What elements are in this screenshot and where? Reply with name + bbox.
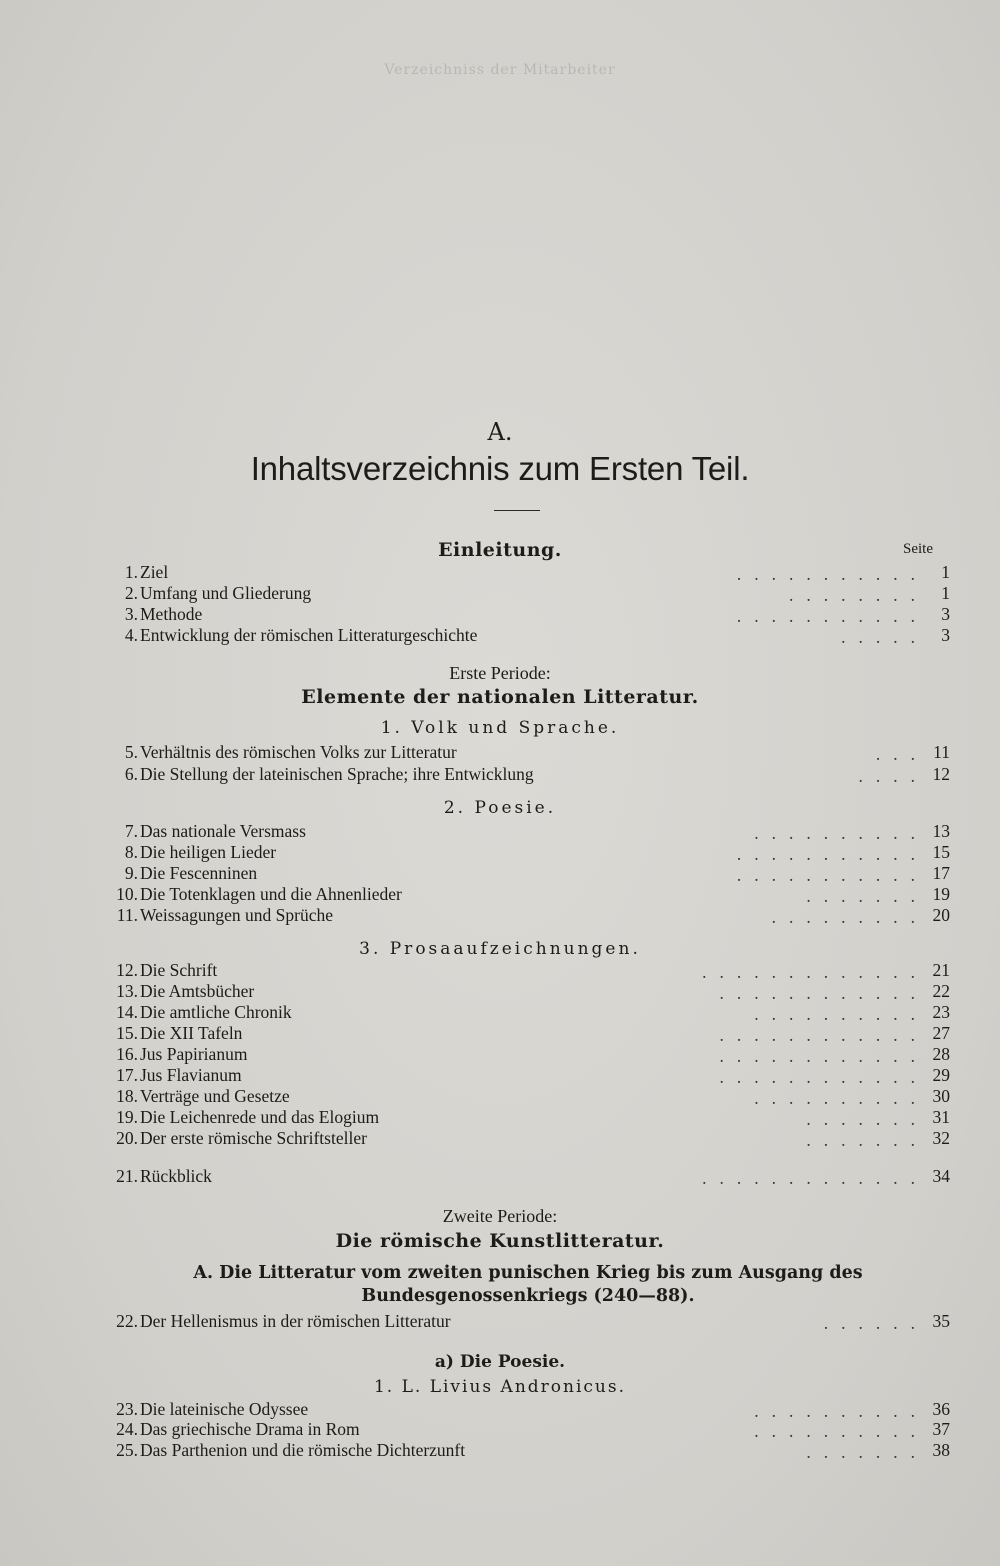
leader-dots: ...........: [736, 564, 928, 584]
entry-page: 21: [932, 960, 950, 980]
subsection-heading: 1. L. Livius Andronicus.: [373, 1377, 627, 1397]
toc-entry[interactable]: [0, 604, 1000, 625]
entry-title: Verhältnis des römischen Volks zur Litteratur: [140, 742, 457, 762]
entry-title: Die Totenklagen und die Ahnenlieder: [140, 884, 402, 904]
entry-page: 20: [932, 905, 950, 925]
entry-title: Der erste römische Schriftsteller: [140, 1128, 367, 1148]
title-divider: [494, 510, 540, 511]
entry-page: 11: [933, 742, 950, 762]
entry-number: 6.: [124, 764, 138, 784]
leader-dots: .......: [806, 1130, 928, 1150]
entry-number: 16.: [116, 1044, 138, 1064]
leader-dots: ......: [823, 1313, 928, 1333]
entry-number: 23.: [116, 1399, 138, 1419]
toc-entry[interactable]: [0, 1419, 1000, 1440]
entry-number: 3.: [124, 604, 138, 624]
subsection-heading: 1. Volk und Sprache.: [380, 718, 620, 738]
entry-number: 5.: [124, 742, 138, 762]
running-head: Verzeichniss der Mitarbeiter: [384, 62, 616, 78]
leader-dots: .......: [806, 1442, 928, 1462]
toc-entry[interactable]: [0, 842, 1000, 863]
entry-title: Das griechische Drama in Rom: [140, 1419, 360, 1439]
leader-dots: ...........: [736, 865, 928, 885]
leader-dots: ...........: [736, 606, 928, 626]
toc-entry[interactable]: [0, 1044, 1000, 1065]
entry-number: 21.: [116, 1166, 138, 1186]
entry-page: 23: [932, 1002, 950, 1022]
entry-number: 7.: [124, 821, 138, 841]
toc-entry[interactable]: [0, 625, 1000, 646]
entry-page: 37: [932, 1419, 950, 1439]
entry-number: 8.: [124, 842, 138, 862]
entry-page: 32: [932, 1128, 950, 1148]
entry-title: Entwicklung der römischen Litteraturgeschichte: [140, 625, 478, 645]
leader-dots: ........: [789, 585, 928, 605]
toc-entry[interactable]: [0, 821, 1000, 842]
leader-dots: .........: [771, 907, 928, 927]
entry-number: 22.: [116, 1311, 138, 1331]
leader-dots: ............: [719, 1067, 928, 1087]
entry-page: 29: [932, 1065, 950, 1085]
leader-dots: ...: [875, 744, 928, 764]
entry-page: 1: [941, 562, 950, 582]
leader-dots: ..........: [754, 1401, 928, 1421]
toc-entry[interactable]: [0, 583, 1000, 604]
toc-entry[interactable]: [0, 960, 1000, 981]
leader-dots: .....: [841, 627, 928, 647]
entry-number: 12.: [116, 960, 138, 980]
entry-number: 25.: [116, 1440, 138, 1460]
entry-title: Die amtliche Chronik: [140, 1002, 292, 1022]
leader-dots: ............: [719, 1046, 928, 1066]
poesie-heading: a) Die Poesie.: [434, 1352, 566, 1372]
entry-number: 18.: [116, 1086, 138, 1106]
period-heading: Die römische Kunstlitteratur.: [335, 1230, 665, 1252]
leader-dots: .......: [806, 1109, 928, 1129]
seite-label: Seite: [903, 541, 933, 557]
entry-page: 36: [932, 1399, 950, 1419]
entry-number: 14.: [116, 1002, 138, 1022]
entry-page: 28: [932, 1044, 950, 1064]
period-label: Erste Periode:: [449, 663, 551, 683]
toc-entry[interactable]: [0, 981, 1000, 1002]
leader-dots: .............: [702, 962, 928, 982]
leader-dots: ....: [858, 766, 928, 786]
entry-number: 15.: [116, 1023, 138, 1043]
entry-page: 3: [941, 604, 950, 624]
toc-entry[interactable]: [0, 1002, 1000, 1023]
toc-entry[interactable]: [0, 764, 1000, 785]
entry-page: 38: [932, 1440, 950, 1460]
period-label: Zweite Periode:: [442, 1206, 558, 1226]
entry-page: 35: [932, 1311, 950, 1331]
section-letter: A.: [487, 418, 513, 446]
entry-title: Weissagungen und Sprüche: [140, 905, 333, 925]
entry-title: Verträge und Gesetze: [140, 1086, 290, 1106]
entry-page: 22: [932, 981, 950, 1001]
entry-number: 10.: [116, 884, 138, 904]
entry-number: 17.: [116, 1065, 138, 1085]
entry-number: 24.: [116, 1419, 138, 1439]
leader-dots: ...........: [736, 844, 928, 864]
toc-entry[interactable]: [0, 562, 1000, 583]
entry-title: Der Hellenismus in der römischen Litteratur: [140, 1311, 451, 1331]
toc-entry[interactable]: [0, 1399, 1000, 1420]
entry-number: 19.: [116, 1107, 138, 1127]
entry-title: Die Fescenninen: [140, 863, 258, 883]
entry-title: Die Leichenrede und das Elogium: [140, 1107, 380, 1127]
toc-entry[interactable]: [0, 742, 1000, 763]
entry-number: 1.: [124, 562, 138, 582]
subsection-heading: 2. Poesie.: [443, 798, 557, 818]
entry-title: Rückblick: [140, 1166, 212, 1186]
period-heading: Elemente der nationalen Litteratur.: [301, 686, 699, 708]
leader-dots: ............: [719, 1025, 928, 1045]
entry-number: 9.: [124, 863, 138, 883]
leader-dots: .............: [702, 1168, 928, 1188]
entry-number: 4.: [124, 625, 138, 645]
leader-dots: ..........: [754, 823, 928, 843]
section-a-heading: A. Die Litteratur vom zweiten punischen Krieg bis zum Ausgang des Bundesgenossenkriegs (240—88).: [193, 1263, 863, 1306]
entry-page: 30: [932, 1086, 950, 1106]
entry-page: 13: [932, 821, 950, 841]
entry-page: 31: [932, 1107, 950, 1127]
leader-dots: ..........: [754, 1421, 928, 1441]
leader-dots: ............: [719, 983, 928, 1003]
entry-page: 34: [932, 1166, 950, 1186]
entry-page: 19: [932, 884, 950, 904]
entry-page: 3: [941, 625, 950, 645]
entry-title: Die XII Tafeln: [140, 1023, 243, 1043]
entry-title: Die Amtsbücher: [140, 981, 255, 1001]
entry-page: 27: [932, 1023, 950, 1043]
leader-dots: ..........: [754, 1088, 928, 1108]
toc-entry[interactable]: [0, 1065, 1000, 1086]
entry-title: Das nationale Versmass: [140, 821, 306, 841]
entry-page: 1: [941, 583, 950, 603]
entry-title: Die lateinische Odyssee: [140, 1399, 309, 1419]
entry-number: 2.: [124, 583, 138, 603]
entry-title: Das Parthenion und die römische Dichterzunft: [140, 1440, 466, 1460]
toc-entry[interactable]: [0, 1166, 1000, 1187]
toc-entry[interactable]: [0, 863, 1000, 884]
toc-entry[interactable]: [0, 1107, 1000, 1128]
entry-title: Jus Flavianum: [140, 1065, 242, 1085]
entry-page: 12: [932, 764, 950, 784]
entry-title: Jus Papirianum: [140, 1044, 248, 1064]
entry-page: 15: [932, 842, 950, 862]
toc-entry[interactable]: [0, 905, 1000, 926]
leader-dots: ..........: [754, 1004, 928, 1024]
entry-page: 17: [932, 863, 950, 883]
entry-title: Die Stellung der lateinischen Sprache; ihre Entwicklung: [140, 764, 534, 784]
einleitung-heading: Einleitung.: [438, 539, 562, 561]
entry-number: 13.: [116, 981, 138, 1001]
entry-number: 20.: [116, 1128, 138, 1148]
entry-number: 11.: [116, 905, 138, 925]
toc-entry[interactable]: [0, 1086, 1000, 1107]
toc-entry[interactable]: [0, 1023, 1000, 1044]
entry-title: Ziel: [140, 562, 169, 582]
subsection-heading: 3. Prosaaufzeichnungen.: [359, 939, 641, 959]
toc-entry[interactable]: [0, 1440, 1000, 1461]
leader-dots: .......: [806, 886, 928, 906]
toc-entry[interactable]: [0, 884, 1000, 905]
entry-title: Umfang und Gliederung: [140, 583, 312, 603]
entry-title: Methode: [140, 604, 203, 624]
entry-title: Die heiligen Lieder: [140, 842, 277, 862]
toc-entry[interactable]: [0, 1128, 1000, 1149]
entry-title: Die Schrift: [140, 960, 218, 980]
toc-entry[interactable]: [0, 1311, 1000, 1332]
page-title: Inhaltsverzeichnis zum Ersten Teil.: [250, 450, 750, 487]
